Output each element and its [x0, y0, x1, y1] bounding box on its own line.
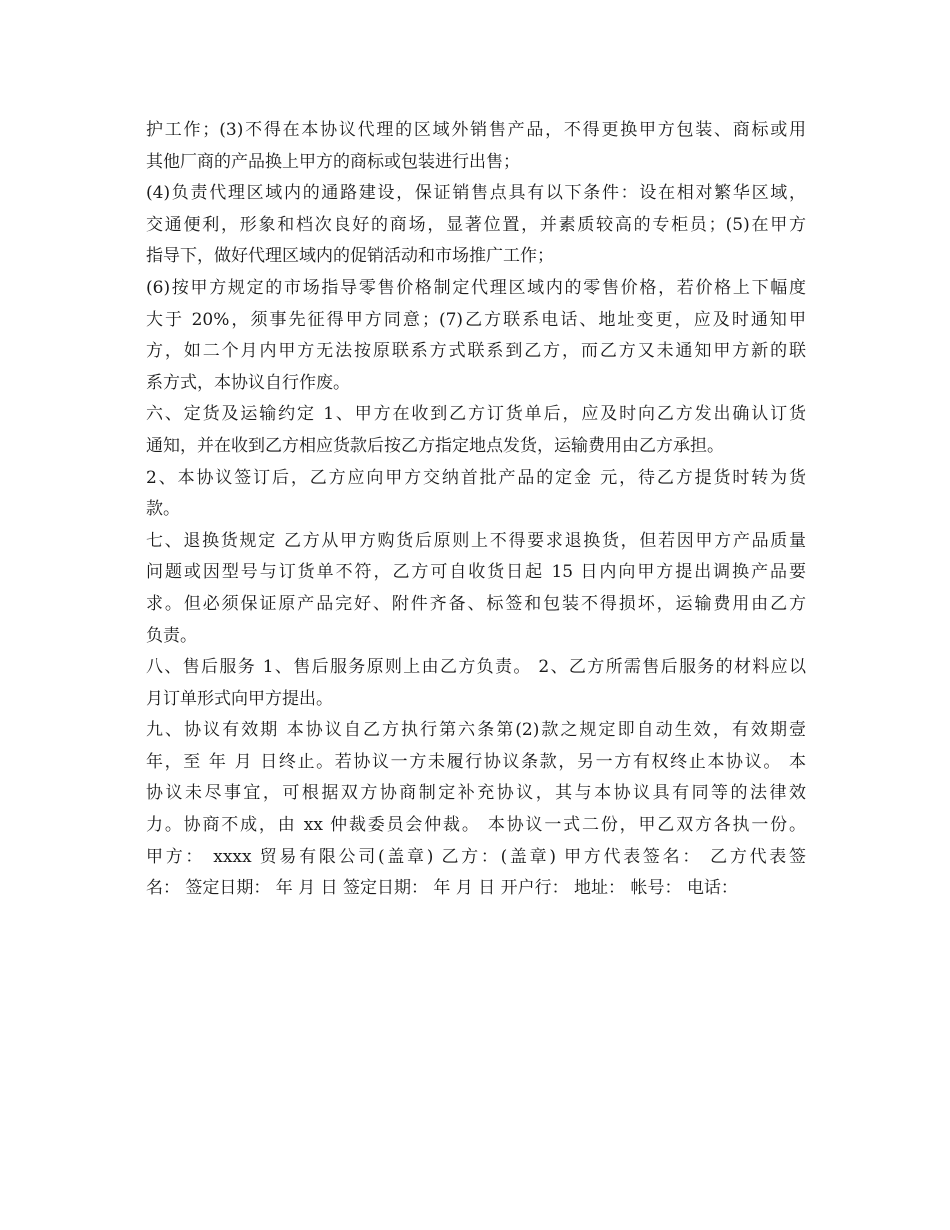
text-line: (4)负责代理区域内的通路建设，保证销售点具有以下条件：设在相对繁华区域， — [146, 183, 806, 204]
text-line: 通知，并在收到乙方相应货款后按乙方指定地点发货，运输费用由乙方承担。 — [146, 435, 724, 456]
text-line: 2、本协议签订后，乙方应向甲方交纳首批产品的定金 元，待乙方提货时转为货 — [146, 467, 806, 488]
text-line: 问题或因型号与订货单不符，乙方可自收货日起 15 日内向甲方提出调换产品要 — [146, 562, 806, 583]
text-line: 甲方： xxxx 贸易有限公司(盖章) 乙方：(盖章) 甲方代表签名： 乙方代表签 — [146, 846, 806, 867]
text-line: 七、退换货规定 乙方从甲方购货后原则上不得要求退换货，但若因甲方产品质量 — [146, 530, 806, 551]
text-line: 交通便利，形象和档次良好的商场，显著位置，并素质较高的专柜员；(5)在甲方 — [146, 214, 806, 235]
text-line: 负责。 — [146, 625, 197, 646]
text-line: 护工作；(3)不得在本协议代理的区域外销售产品，不得更换甲方包装、商标或用 — [146, 120, 806, 140]
text-line: 大于 20%，须事先征得甲方同意；(7)乙方联系电话、地址变更，应及时通知甲 — [146, 309, 806, 330]
text-line: 名： 签定日期： 年 月 日 签定日期： 年 月 日 开户行： 地址： 帐号： 电话： — [146, 878, 738, 899]
text-line: 力。协商不成，由 xx 仲裁委员会仲裁。 本协议一式二份，甲乙双方各执一份。 — [146, 815, 806, 836]
text-line: 其他厂商的产品换上甲方的商标或包装进行出售； — [146, 151, 520, 172]
text-line: 指导下，做好代理区域内的促销活动和市场推广工作； — [146, 246, 554, 267]
text-line: 系方式，本协议自行作废。 — [146, 372, 350, 393]
text-line: (6)按甲方规定的市场指导零售价格制定代理区域内的零售价格，若价格上下幅度 — [146, 277, 806, 298]
text-line: 款。 — [146, 499, 180, 520]
text-line: 六、定货及运输约定 1、甲方在收到乙方订货单后，应及时向乙方发出确认订货 — [146, 404, 806, 425]
text-line: 协议未尽事宜，可根据双方协商制定补充协议，其与本协议具有同等的法律效 — [146, 783, 806, 804]
text-line: 月订单形式向甲方提出。 — [146, 688, 333, 709]
text-line: 八、售后服务 1、售后服务原则上由乙方负责。 2、乙方所需售后服务的材料应以 — [146, 657, 806, 678]
document-body — [146, 115, 806, 905]
text-line: 九、协议有效期 本协议自乙方执行第六条第(2)款之规定即自动生效，有效期壹 — [146, 720, 806, 741]
text-line: 方，如二个月内甲方无法按原联系方式联系到乙方，而乙方又未通知甲方新的联 — [146, 341, 806, 362]
text-line: 求。但必须保证原产品完好、附件齐备、标签和包装不得损坏，运输费用由乙方 — [146, 593, 806, 614]
text-line: 年，至 年 月 日终止。若协议一方未履行协议条款，另一方有权终止本协议。 本 — [146, 751, 806, 772]
